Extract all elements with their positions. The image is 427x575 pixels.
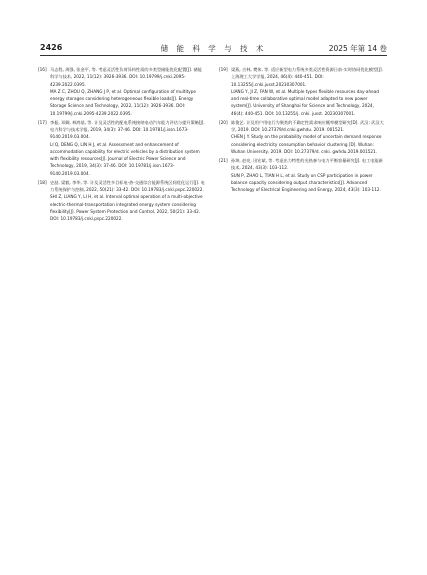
reference-english: CHEN J Y. Study on the probability model of uncertain demand response considering electricity consumption behavior clustering [D]. Wuhan: Wuhan University, 2019. DOI: 10.27379/d. cnki. gwhdu.2019.001521. <box>231 134 382 154</box>
reference-number: [17] <box>38 119 47 125</box>
reference-chinese: 梁燕, 吉林, 樊伟, 等. 适应新型电力系统多类灵活性资源日前-实时协同优化模型[J]. 上海理工大学学报, 2024, 46(4): 440-451. DOI: 10.13255/j.cnki.jusst.20230307001. <box>231 67 383 87</box>
references-right-column <box>219 66 386 195</box>
reference-item <box>219 157 386 193</box>
reference-english: LIANG Y, JI Z, FAN W, et al. Multiple types flexible resources day-ahead and real-time collaborative optimal model adapted to new power system[J]. University of Shanghai for Science and Technology, 2024, 46(4): 440-451. DOI: 10.13255/j. cnki. jusst. 20230307001. <box>231 88 379 116</box>
reference-chinese: 孙坤, 赵亮, 田宏斌, 等. 考虑出力特性的光热参与电力平衡容量研究[J]. 电工电能新技术, 2024, 43(3): 103-112. <box>231 158 383 171</box>
reference-chinese: 史喆, 梁毅, 李华, 等. 计及灵活性多目标电-热-交通综合能源系统区间优化运行[J]. 电力系统保护与控制, 2022, 50(21): 33-42. DOI: 10.19783/j.cnki.pspc.220022. <box>50 179 205 192</box>
reference-number: [16] <box>38 67 47 72</box>
journal-title: 储 能 科 学 与 技 术 <box>160 44 267 53</box>
reference-item <box>38 179 205 223</box>
reference-item <box>219 119 386 155</box>
reference-number: [20] <box>219 119 228 125</box>
reference-chinese: 马志程, 周强, 张金平, 等. 考虑灵活性负荷异构性质的多类型储能优化配置[J]. 储能科学与技术, 2022, 11(12): 3926-3936. DOI: 10.19799/j.cnki.2095-4239.2022.0395. <box>50 67 202 87</box>
references-left-column <box>38 66 205 224</box>
reference-english: SHI Z, LIANG Y, LI H, et al. Interval optimal operation of a multi-objective electric-thermal-transportation integrated energy system considering flexibility[J]. Power System Protection and Control, 2022, 50(21): 33-42. DOI: 10.19783/j.cnki.pspc.220022. <box>50 194 203 221</box>
reference-item <box>219 66 386 117</box>
reference-number: [19] <box>219 67 228 72</box>
reference-english: MA Z C, ZHOU Q, ZHANG J P, et al. Optimal configuration of multitype energy storages considering heterogeneous flexible loads[J]. Energy Storage Science and Technology, 2022, 11(12): 3926-3936. DOI: 10.19799/j.cnki.2095-4239.2022.0395. <box>50 88 196 116</box>
reference-number: [18] <box>38 179 47 185</box>
page-number: 2426 <box>40 43 63 52</box>
reference-english: LI Q, DENG Q, LIN H J, et al. Assessment and enhancement of accommodation capability for electric vehicles by a distribution system with flexibility resources[J]. Journal of Electric Power Science and Technology, 2019, 34(3): 37-46. DOI: 10.19781/j.issn.1673-9140.2019.03.004. <box>50 141 200 176</box>
reference-chinese: 陈俊艺. 计及用户用电行为聚类的不确定性需求响应概率模型研究[D]. 武汉: 武汉大学, 2019. DOI: 10.27379/d.cnki.gwhdu. 2019. 001521. <box>231 119 384 132</box>
page-header <box>40 43 387 56</box>
reference-item <box>38 66 205 117</box>
reference-item <box>38 119 205 177</box>
reference-number: [21] <box>219 158 228 163</box>
reference-chinese: 李振, 邓卿, 林鸿基, 等. 计及灵活性的配电系统接纳电动汽车能力评估与提升策略[J]. 电力科学与技术学报, 2019, 34(3): 37-46. DOI: 10.19781/j.issn.1673-9140.2019.03.004. <box>50 119 205 140</box>
reference-english: SUN P, ZHAO L, TIAN H L, et al. Study on CSP participation in power balance capacity considering output characteristics[J]. Advanced Technology of Electrical Engineering and Energy, 2024, 43(3): 103-112. <box>231 172 381 192</box>
issue-label: 2025 年第 14 卷 <box>328 44 387 53</box>
